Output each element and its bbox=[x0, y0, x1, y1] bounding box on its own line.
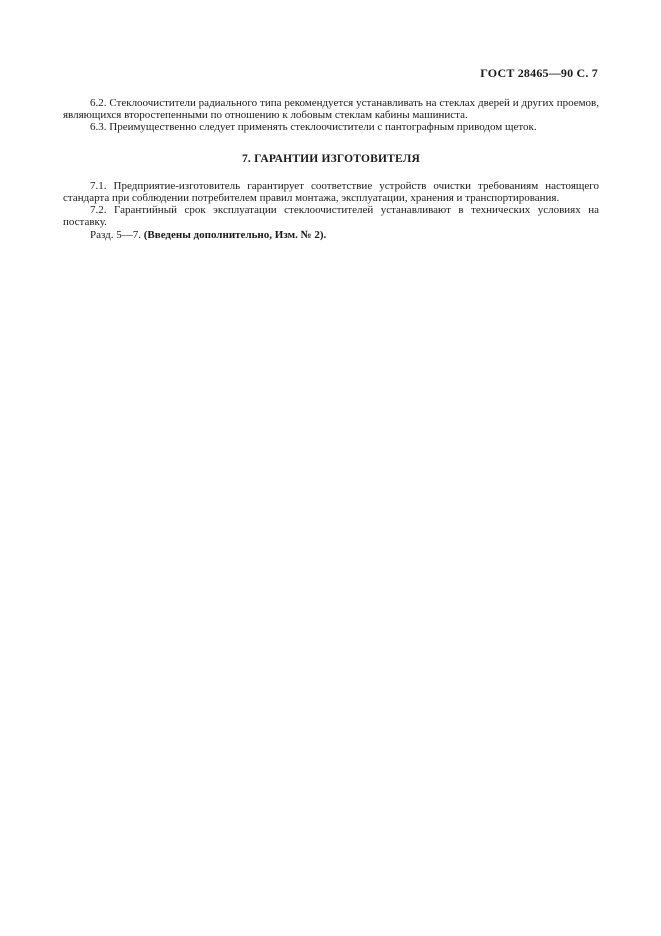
paragraph-7-2: 7.2. Гарантийный срок эксплуатации стеклоочистителей устанавливают в технических условиях на поставку. bbox=[63, 204, 599, 229]
section-7-title: 7. ГАРАНТИИ ИЗГОТОВИТЕЛЯ bbox=[241, 152, 421, 165]
amendment-note-prefix: Разд. 5—7. bbox=[90, 228, 144, 241]
document-body bbox=[63, 97, 599, 241]
page-header: ГОСТ 28465—90 С. 7 bbox=[480, 66, 598, 80]
paragraph-7-1: 7.1. Предприятие-изготовитель гарантирует соответствие устройств очистки требованиям настоящего стандарта при соблюдении потребителем правил монтажа, эксплуатации, хранения и транспортирования. bbox=[63, 179, 599, 205]
paragraph-6-3: 6.3. Преимущественно следует применять стеклоочистители с пантографным приводом щеток. bbox=[90, 121, 537, 134]
paragraph-6-2: 6.2. Стеклоочистители радиального типа рекомендуется устанавливать на стеклах дверей и других проемов, являющихся второстепенными по отношению к лобовым стеклам кабины машиниста. bbox=[63, 97, 599, 122]
amendment-note-bold: (Введены дополнительно, Изм. № 2). bbox=[143, 228, 327, 241]
amendment-note bbox=[63, 229, 599, 241]
